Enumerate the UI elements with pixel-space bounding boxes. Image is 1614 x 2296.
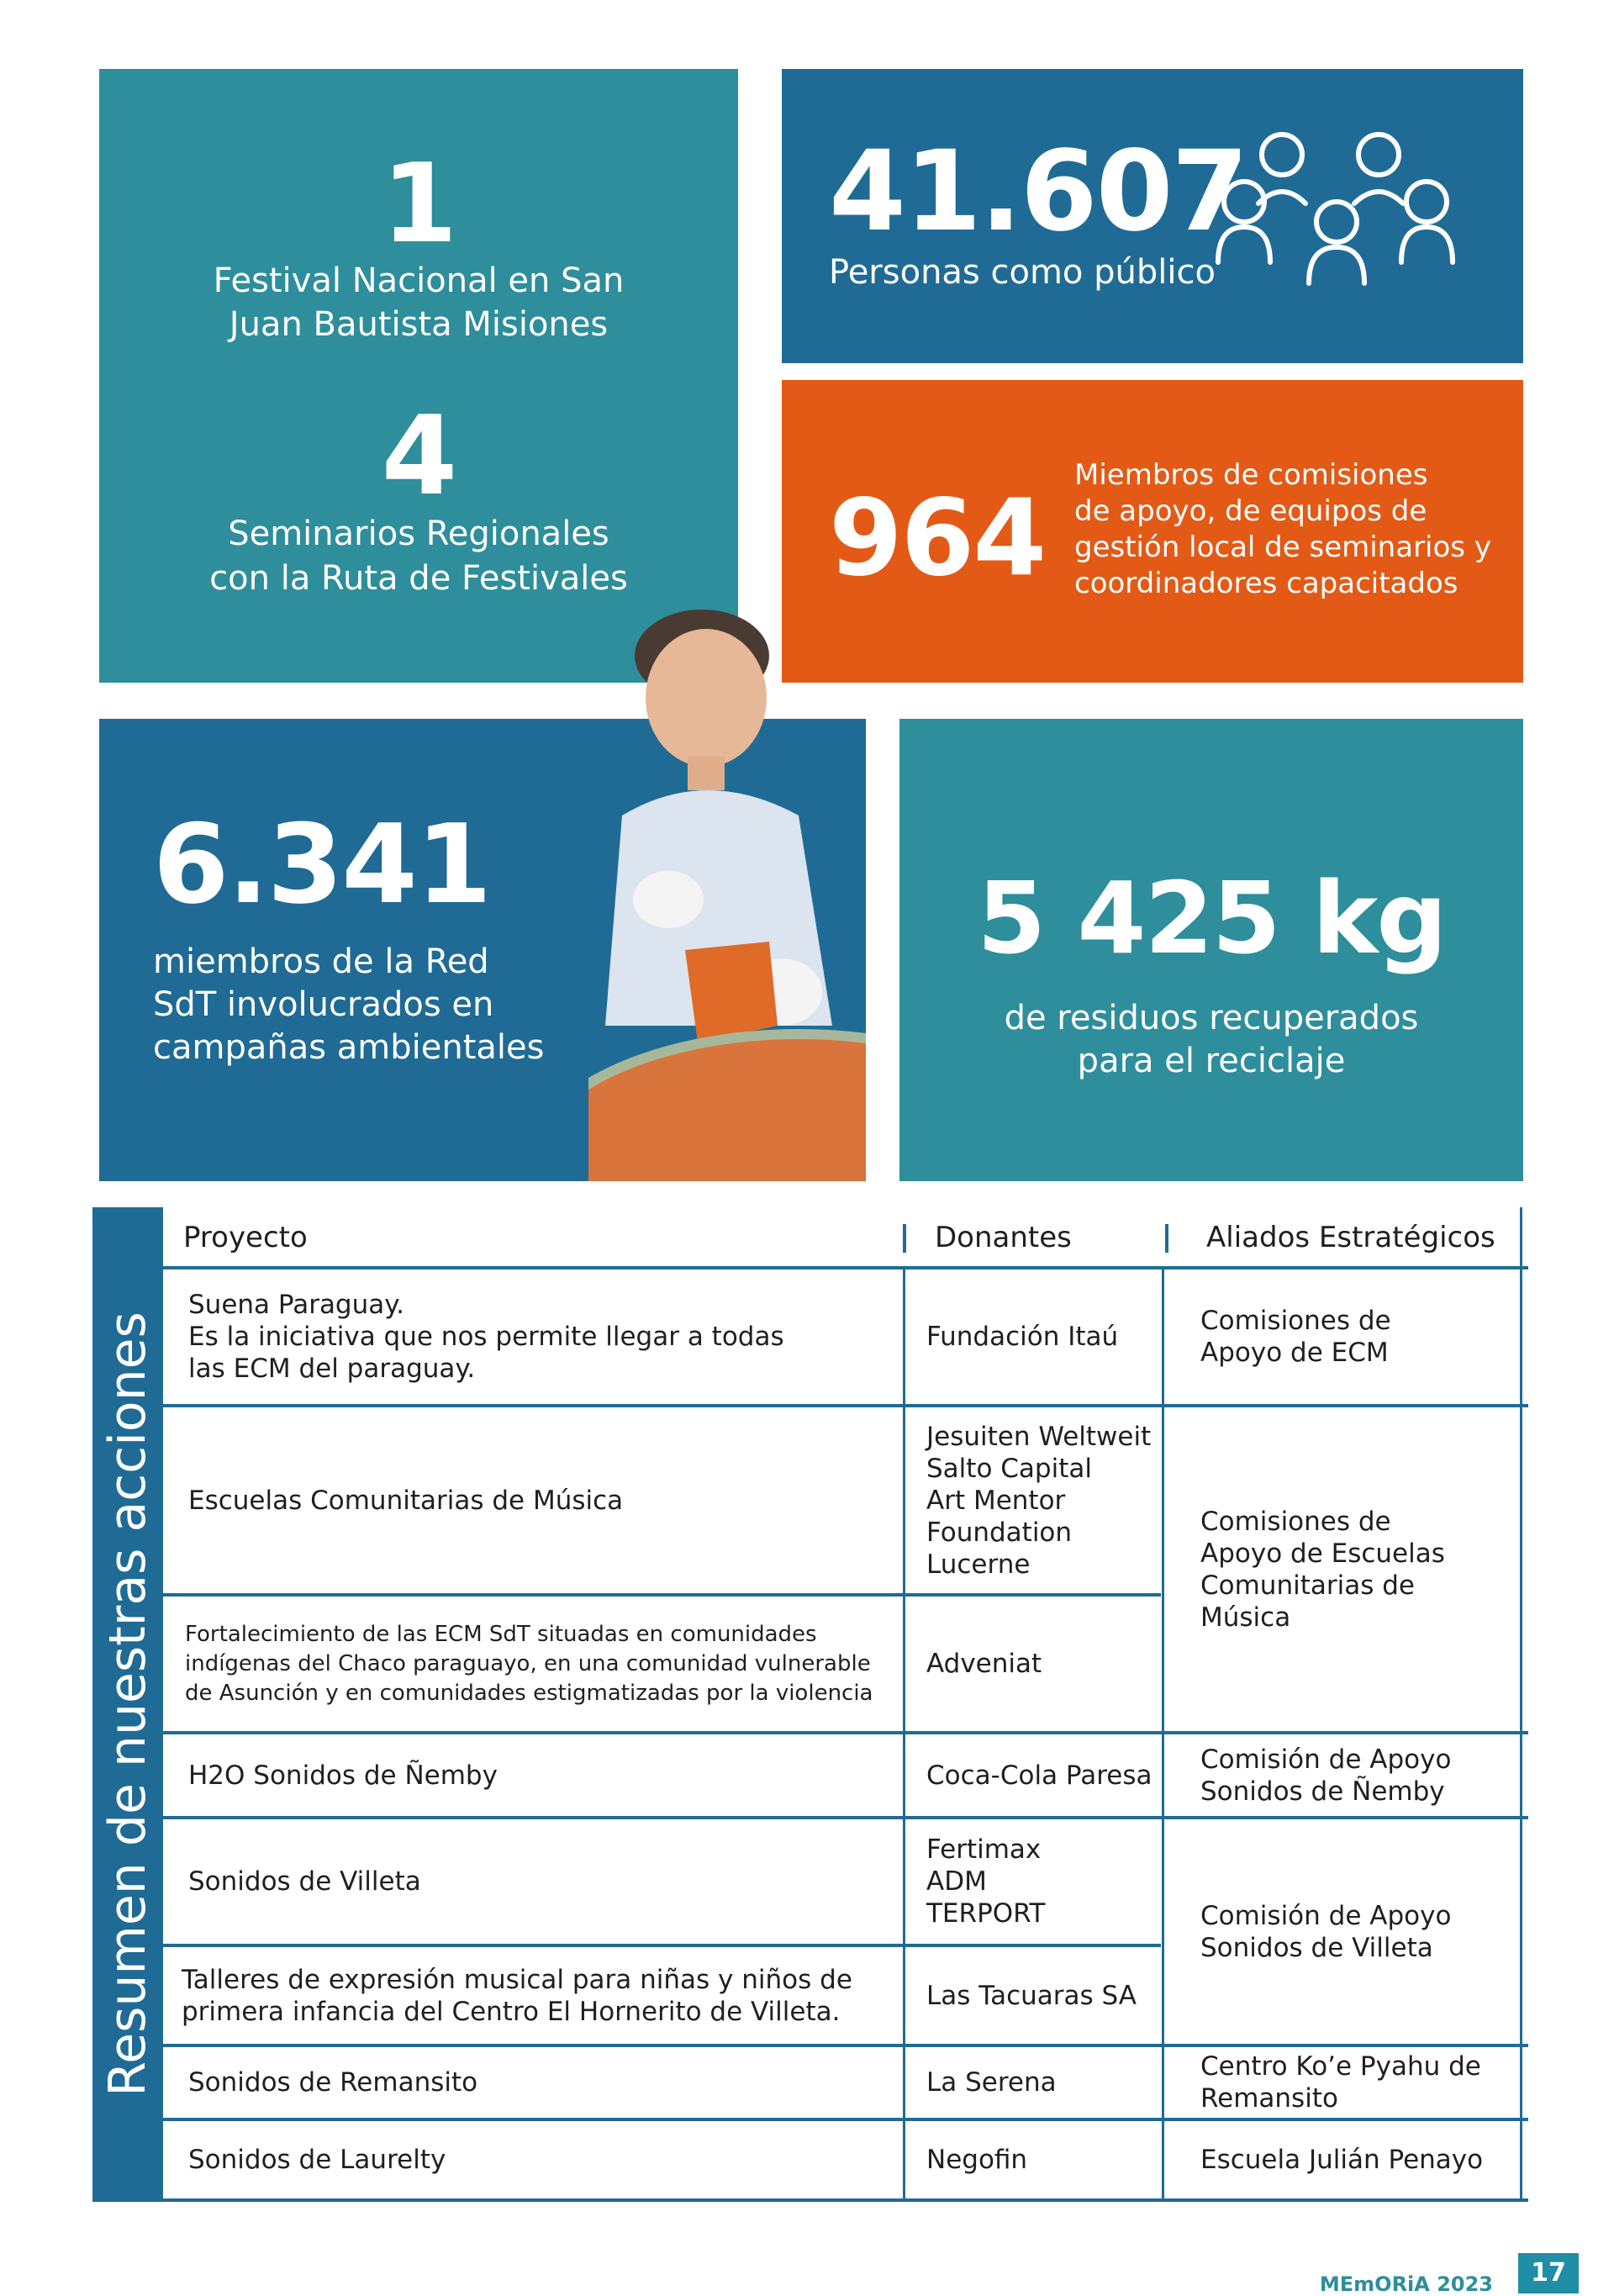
- audience-number: 41.607: [829, 127, 1247, 256]
- column-divider: [160, 1207, 162, 2202]
- donor-line: Fundación Itaú: [926, 1322, 1119, 1352]
- ally-cell: [1200, 1734, 1511, 1816]
- project-line: Sonidos de Villeta: [188, 1866, 421, 1897]
- donor-line: Foundation: [926, 1517, 1073, 1548]
- ally-line: Comunitarias de: [1200, 1570, 1415, 1601]
- donor-line: Jesuiten Weltweit: [926, 1421, 1152, 1452]
- child-photo: [588, 589, 866, 1181]
- project-line: Talleres de expresión musical para niñas y niños de: [182, 1964, 852, 1995]
- table-side-title: Resumen de nuestras acciones: [98, 1312, 157, 2097]
- donor-line: Lucerne: [926, 1549, 1031, 1580]
- page-number: 17: [1518, 2253, 1579, 2293]
- members-number: 964: [829, 476, 1046, 599]
- donor-cell: [926, 1734, 1162, 1816]
- table-row: [182, 1947, 896, 2044]
- waste-number: 5 425 kg: [977, 860, 1446, 976]
- ally-line: Música: [1200, 1602, 1291, 1633]
- seminars-number: 4: [381, 392, 456, 520]
- audience-label: Personas como público: [829, 253, 1216, 292]
- waste-label-line2: para el reciclaje: [1077, 1042, 1346, 1080]
- network-label-line1: miembros de la Red: [153, 942, 489, 981]
- donor-cell: [926, 1597, 1153, 1731]
- project-line: Fortalecimiento de las ECM SdT situadas en comunidades: [185, 1621, 817, 1647]
- ally-cell: [1200, 2121, 1511, 2198]
- project-line: Suena Paraguay.: [188, 1290, 405, 1320]
- festival-label-line2: Juan Bautista Misiones: [229, 305, 609, 344]
- donor-line: Adveniat: [926, 1649, 1042, 1679]
- ally-line: Apoyo de ECM: [1200, 1338, 1389, 1368]
- ally-cell: [1200, 1407, 1511, 1731]
- project-line: H2O Sonidos de Ñemby: [188, 1760, 498, 1791]
- donor-cell: [926, 2047, 1153, 2118]
- actions-table: [160, 1207, 1528, 2202]
- project-line: las ECM del paraguay.: [188, 1354, 476, 1384]
- seminars-label-line1: Seminarios Regionales: [228, 515, 609, 553]
- waste-label-line1: de residuos recuperados: [1004, 999, 1419, 1037]
- members-label-line1: Miembros de comisiones: [1074, 458, 1428, 492]
- ally-line: Escuela Julián Penayo: [1200, 2145, 1484, 2175]
- table-row: [188, 2047, 894, 2118]
- table-row: [188, 1819, 894, 1944]
- network-number: 6.341: [153, 800, 491, 928]
- column-divider: [1162, 1266, 1164, 2202]
- ally-line: Comisiones de: [1200, 1306, 1391, 1336]
- waste-tile: [899, 719, 1523, 1181]
- row-divider: [160, 2198, 1528, 2202]
- donor-cell: [926, 1269, 1153, 1404]
- ally-cell: [1200, 1269, 1511, 1404]
- donor-line: TERPORT: [926, 1898, 1046, 1929]
- donor-line: Fertimax: [926, 1834, 1042, 1865]
- ally-line: Comisión de Apoyo: [1200, 1744, 1452, 1775]
- members-label-line4: coordinadores capacitados: [1074, 567, 1458, 600]
- donor-cell: [926, 1947, 1153, 2044]
- donor-line: Salto Capital: [926, 1453, 1092, 1484]
- people-group-icon: [1215, 128, 1475, 288]
- members-label-line3: gestión local de seminarios y: [1074, 530, 1491, 564]
- ally-line: Remansito: [1200, 2083, 1338, 2114]
- table-row: [188, 2121, 894, 2198]
- donor-cell: [926, 2121, 1153, 2198]
- festival-number: 1: [381, 140, 456, 267]
- child-illustration: [588, 589, 866, 1181]
- audience-tile: [782, 69, 1523, 363]
- donor-line: ADM: [926, 1866, 987, 1897]
- publication-name: MEmORiA 2023: [1319, 2272, 1493, 2296]
- table-row: [185, 1597, 899, 1731]
- donor-cell: [926, 1407, 1153, 1593]
- column-divider: [903, 1266, 905, 2202]
- seminars-label-line2: con la Ruta de Festivales: [209, 559, 628, 598]
- ally-line: Centro Ko’e Pyahu de: [1200, 2051, 1481, 2082]
- ally-line: Apoyo de Escuelas: [1200, 1538, 1445, 1569]
- members-label-line2: de apoyo, de equipos de: [1074, 494, 1427, 528]
- project-line: primera infancia del Centro El Hornerito de Villeta.: [182, 1996, 841, 2027]
- project-line: Sonidos de Laurelty: [188, 2145, 446, 2175]
- donor-line: La Serena: [926, 2067, 1057, 2098]
- ally-line: Sonidos de Ñemby: [1200, 1776, 1445, 1807]
- donor-line: Coca-Cola Paresa: [926, 1760, 1152, 1791]
- table-row: [188, 1407, 894, 1593]
- donor-line: Negofin: [926, 2145, 1028, 2175]
- network-label-line2: SdT involucrados en: [153, 985, 494, 1024]
- members-tile: [782, 380, 1523, 683]
- table-row: [188, 1734, 894, 1816]
- column-divider: [1520, 1207, 1522, 2202]
- project-line: Sonidos de Remansito: [188, 2067, 478, 2098]
- project-line: de Asunción y en comunidades estigmatizadas por la violencia: [185, 1680, 873, 1706]
- ally-line: Sonidos de Villeta: [1200, 1932, 1433, 1963]
- header-donors: Donantes: [935, 1221, 1072, 1254]
- project-line: indígenas del Chaco paraguayo, en una comunidad vulnerable: [185, 1650, 871, 1676]
- donor-line: Las Tacuaras SA: [926, 1980, 1137, 2011]
- project-line: Escuelas Comunitarias de Música: [188, 1485, 624, 1516]
- network-label-line3: campañas ambientales: [153, 1028, 545, 1067]
- donor-line: Art Mentor: [926, 1485, 1066, 1516]
- header-project: Proyecto: [183, 1221, 308, 1254]
- ally-cell: [1200, 2047, 1511, 2118]
- ally-cell: [1200, 1819, 1511, 2044]
- header-separator: [903, 1224, 906, 1253]
- festival-label-line1: Festival Nacional en San: [213, 261, 625, 300]
- donor-cell: [926, 1819, 1153, 1944]
- table-row: [188, 1269, 894, 1404]
- project-line: Es la iniciativa que nos permite llegar a todas: [188, 1322, 784, 1352]
- ally-line: Comisión de Apoyo: [1200, 1900, 1452, 1931]
- ally-line: Comisiones de: [1200, 1506, 1391, 1537]
- header-allies: Aliados Estratégicos: [1206, 1221, 1495, 1254]
- header-separator: [1165, 1224, 1168, 1253]
